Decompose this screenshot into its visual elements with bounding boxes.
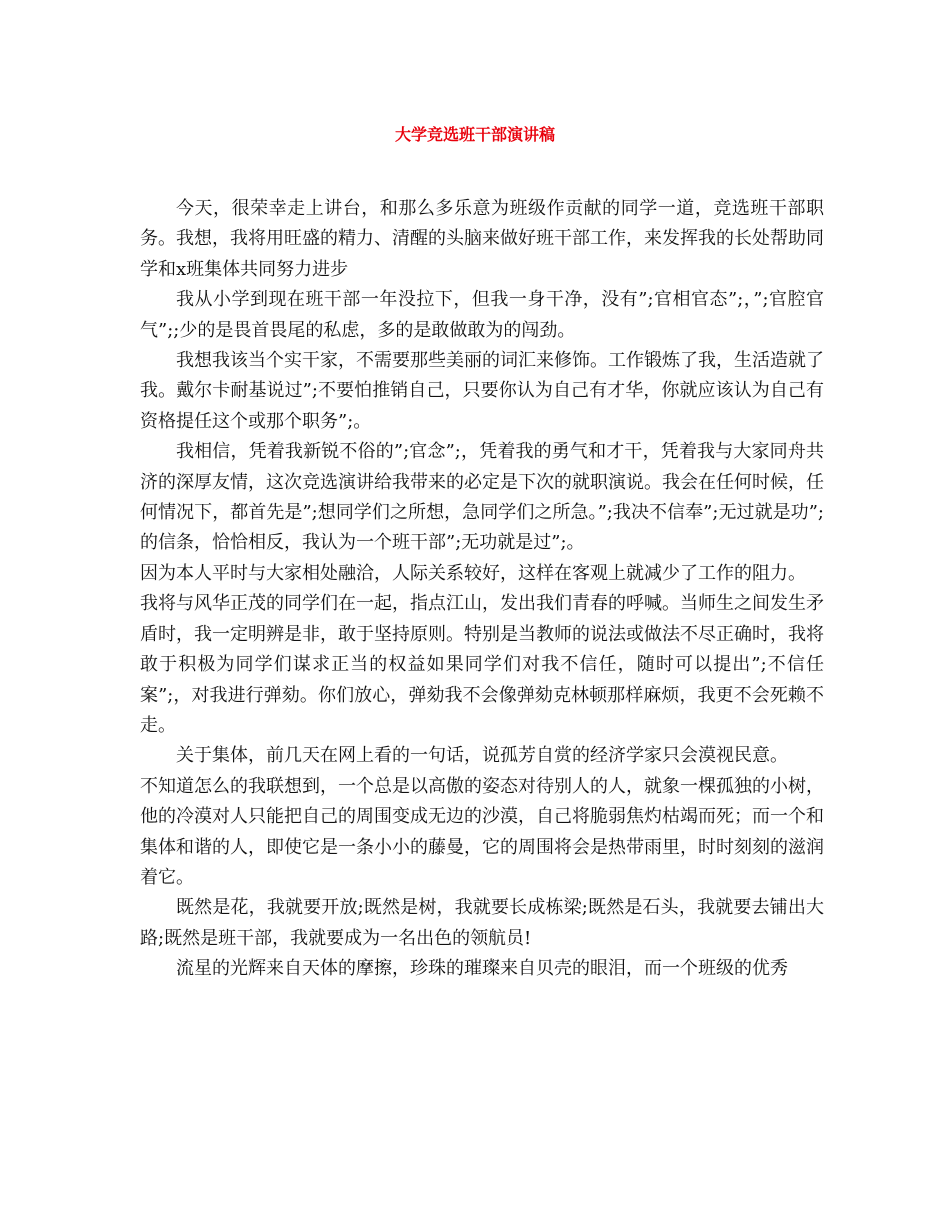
paragraph-3: 我想我该当个实干家，不需要那些美丽的词汇来修饰。工作锻炼了我，生活造就了我。戴尔卡耐基说过”;不要怕推销自己，只要你认为自己有才华，你就应该认为自己有资格提任这个或那个职务”;。: [140, 350, 824, 432]
paragraph-2: 我从小学到现在班干部一年没拉下，但我一身干净，没有”;官相官态”;，”;官腔官气”;;少的是畏首畏尾的私虑，多的是敢做敢为的闯劲。: [140, 289, 824, 341]
document-body: [140, 194, 824, 985]
paragraph-4: 我相信，凭着我新锐不俗的”;官念”;，凭着我的勇气和才干，凭着我与大家同舟共济的深厚友情，这次竞选演讲给我带来的必定是下次的就职演说。我会在任何时候，任何情况下，都首先是”;想同学们之所想，急同学们之所急。”;我决不信奉”;无过就是功”;的信条，恰恰相反，我认为一个班干部”;无功就是过”;。 因为本人平时与大家相处融洽，人际关系较好，这样在客观上就减少了工作的阻力。 我将与风华正茂的同学们在一起，指点江山，发出我们青春的呼喊。当师生之间发生矛盾时，我一定明辨是非，敢于坚持原则。特别是当教师的说法或做法不尽正确时，我将敢于积极为同学们谋求正当的权益如果同学们对我不信任，随时可以提出”;不信任案”;，对我进行弹劾。你们放心，弹劾我不会像弹劾克林顿那样麻烦，我更不会死赖不走。: [140, 441, 824, 736]
paragraph-1: 今天，很荣幸走上讲台，和那么多乐意为班级作贡献的同学一道，竞选班干部职务。我想，我将用旺盛的精力、清醒的头脑来做好班干部工作，来发挥我的长处帮助同学和x班集体共同努力进步: [140, 198, 824, 280]
paragraph-5: 关于集体，前几天在网上看的一句话，说孤芳自赏的经济学家只会漠视民意。 不知道怎么的我联想到，一个总是以高傲的姿态对待别人的人，就象一棵孤独的小树，他的冷漠对人只能把自己的周围变成无边的沙漠，自己将脆弱焦灼枯竭而死；而一个和集体和谐的人，即使它是一条小小的藤曼，它的周围将会是热带雨里，时时刻刻的滋润着它。: [140, 745, 824, 888]
paragraph-7: 流星的光辉来自天体的摩擦，珍珠的璀璨来自贝壳的眼泪，而一个班级的优秀: [176, 958, 788, 980]
paragraph-6: 既然是花，我就要开放;既然是树，我就要长成栋梁;既然是石头，我就要去铺出大路;既然是班干部，我就要成为一名出色的领航员!: [140, 897, 824, 949]
document-title: 大学竞选班干部演讲稿: [394, 125, 555, 144]
